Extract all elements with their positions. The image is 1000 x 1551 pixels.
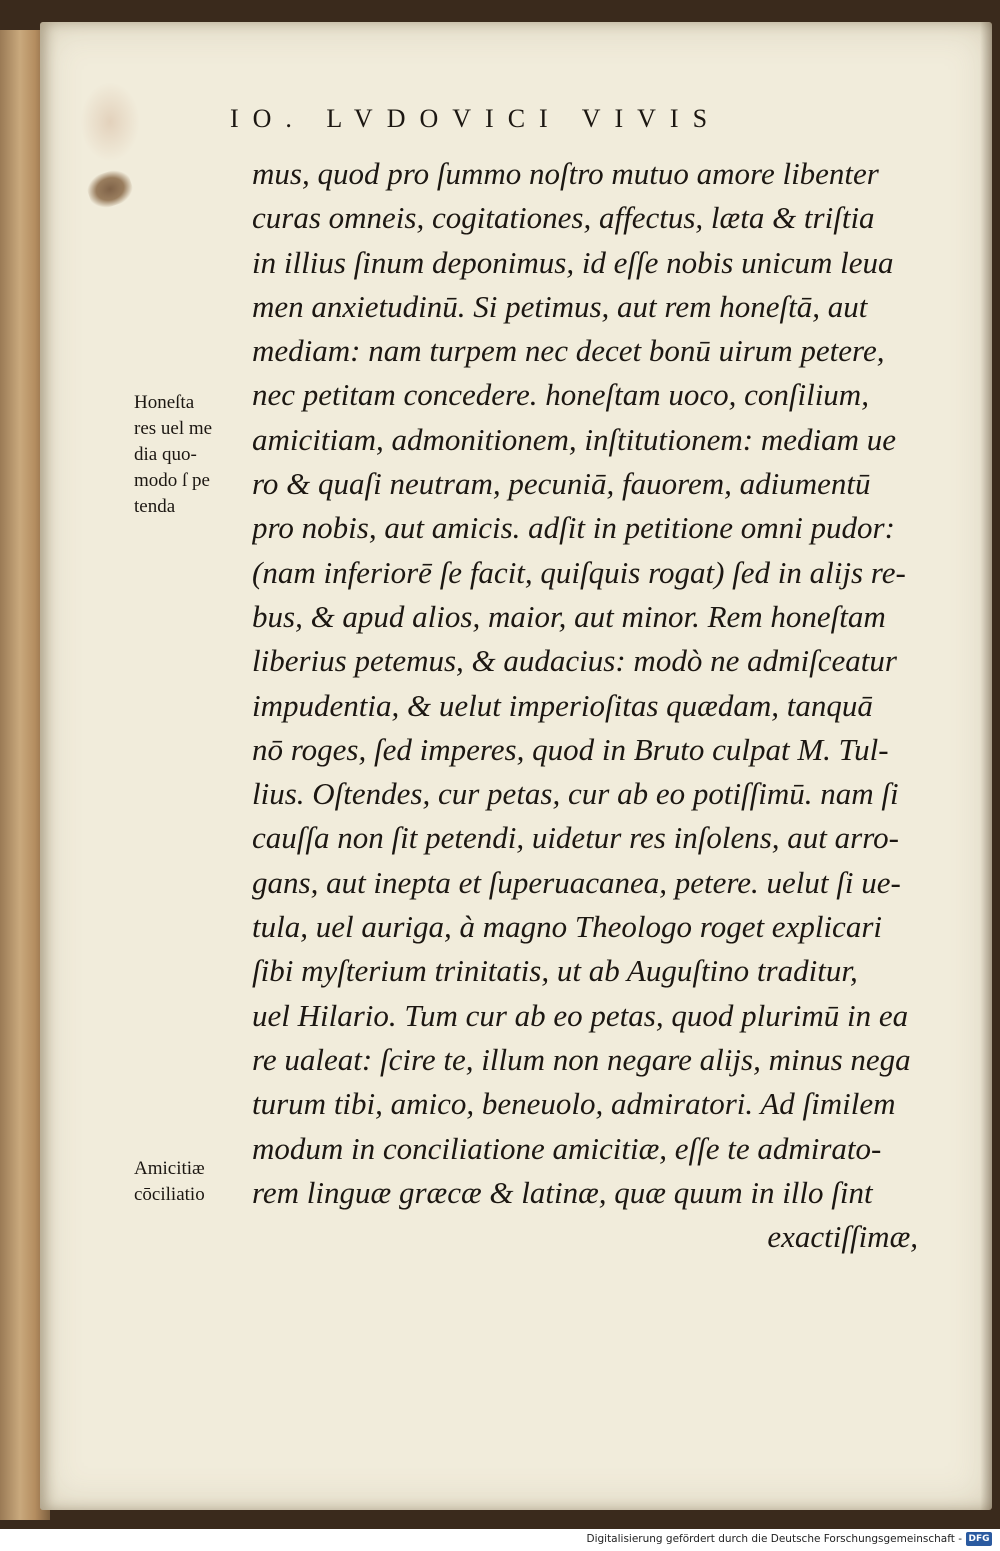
margin-note-line: tenda bbox=[134, 496, 176, 517]
text-line: nō roges, ſed imperes, quod in Bruto culpat M. Tul- bbox=[252, 731, 889, 767]
margin-note-amicitiae bbox=[134, 1156, 244, 1208]
text-line: rem linguæ græcæ & latinæ, quæ quum in illo ſint bbox=[252, 1174, 873, 1210]
text-line: men anxietudinū. Si petimus, aut rem honeſtā, aut bbox=[252, 288, 868, 324]
text-line: mediam: nam turpem nec decet bonū uirum petere, bbox=[252, 333, 885, 369]
margin-note-line: Amicitiæ bbox=[134, 1158, 205, 1179]
text-line: bus, & apud alios, maior, aut minor. Rem honeſtam bbox=[252, 598, 886, 634]
margin-note-line: cōciliatio bbox=[134, 1184, 205, 1205]
text-line: uel Hilario. Tum cur ab eo petas, quod plurimū in ea bbox=[252, 997, 909, 1033]
text-line: amicitiam, admonitionem, inſtitutionem: mediam ue bbox=[252, 421, 897, 457]
margin-note-line: Honeſta bbox=[134, 392, 195, 413]
text-line: (nam inferiorē ſe facit, quiſquis rogat) ſed in alijs re- bbox=[252, 554, 906, 590]
text-line: modum in conciliatione amicitiæ, eſſe te admirato- bbox=[252, 1130, 882, 1166]
page-stain bbox=[80, 82, 140, 162]
ink-blot bbox=[84, 166, 136, 212]
running-head: IO. LVDOVICI VIVIS bbox=[230, 104, 722, 133]
catchword: exactiſſimæ, bbox=[767, 1219, 918, 1255]
margin-note-honesta bbox=[134, 390, 244, 520]
text-line: impudentia, & uelut imperioſitas quædam, tanquā bbox=[252, 687, 873, 723]
margin-note-line: res uel me bbox=[134, 418, 213, 439]
body-text bbox=[252, 152, 932, 1259]
text-line: tula, uel auriga, à magno Theologo roget explicari bbox=[252, 909, 882, 945]
footer-bar bbox=[0, 1529, 1000, 1551]
text-line: ſibi myſterium trinitatis, ut ab Auguſtino traditur, bbox=[252, 953, 858, 989]
text-line: curas omneis, cogitationes, affectus, læta & triſtia bbox=[252, 200, 875, 236]
text-line: re ualeat: ſcire te, illum non negare aliјs, minus nega bbox=[252, 1041, 911, 1077]
text-line: pro nobis, aut amicis. adſit in petitione omni pudor: bbox=[252, 510, 895, 546]
margin-note-line: dia quo- bbox=[134, 444, 197, 465]
text-line: nec petitam concedere. honeſtam uoco, conſilium, bbox=[252, 377, 869, 413]
text-line: lius. Oſtendes, cur petas, cur ab eo potiſſimū. nam ſi bbox=[252, 776, 899, 812]
text-line: gans, aut inepta et ſuperuacanea, petere. uelut ſi ue- bbox=[252, 864, 901, 900]
text-line: in illius ſinum deponimus, id eſſe nobis unicum leua bbox=[252, 244, 894, 280]
page-shadow bbox=[980, 22, 992, 1510]
text-line: liberius petemus, & audacius: modò ne admiſceatur bbox=[252, 643, 897, 679]
text-line: cauſſa non ſit petendi, uidetur res inſolens, aut arro- bbox=[252, 820, 899, 856]
margin-note-line: modo ſ pe bbox=[134, 470, 210, 491]
text-line: ro & quaſi neutram, pecuniā, fauorem, adiumentū bbox=[252, 466, 871, 502]
text-line: mus, quod pro ſummo noſtro mutuo amore libenter bbox=[252, 156, 879, 191]
text-line: turum tibi, amico, beneuolo, admiratori. Ad ſimilem bbox=[252, 1086, 896, 1122]
dfg-logo-icon: DFG bbox=[966, 1532, 992, 1546]
funding-credit: Digitalisierung gefördert durch die Deutsche Forschungsgemeinschaft - bbox=[586, 1533, 962, 1545]
